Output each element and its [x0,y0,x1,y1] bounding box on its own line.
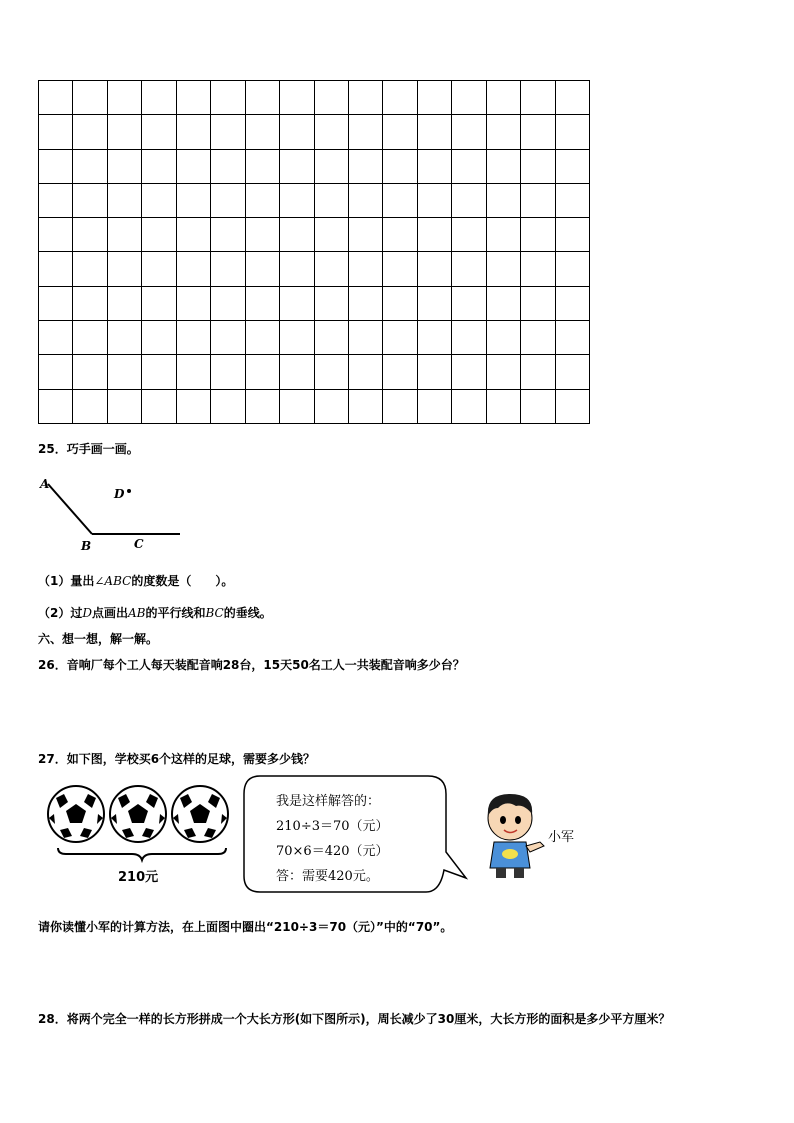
grid-cell [383,218,417,252]
ray-ba [48,484,92,534]
grid-cell [211,81,245,115]
grid-cell [280,184,314,218]
grid-cell [487,184,521,218]
q25-part2-a: （2）过 [38,606,83,620]
grid-cell [521,287,555,321]
grid-cell [315,218,349,252]
q25-part1-suffix: 的度数是（ ）。 [131,574,234,588]
grid-cell [349,355,383,389]
grid-cell [211,115,245,149]
grid-cell [349,390,383,424]
grid-cell [108,184,142,218]
grid-cell [246,184,280,218]
grid-cell [39,287,73,321]
kid-name-label: 小军 [548,830,575,845]
grid-cell [452,287,486,321]
grid-cell [39,115,73,149]
soccer-balls-figure [46,784,236,864]
label-c: C [134,537,144,551]
grid-cell [349,184,383,218]
grid-cell [418,150,452,184]
grid-cell [418,321,452,355]
grid-cell [39,81,73,115]
grid-cell [280,150,314,184]
grid-cell [315,287,349,321]
grid-cell [418,355,452,389]
grid-cell [73,321,107,355]
label-a: A [40,477,50,491]
grid-cell [556,115,590,149]
grid-cell [211,355,245,389]
boy-character-icon [476,790,548,882]
angle-abc-figure [38,474,198,554]
grid-cell [315,81,349,115]
grid-cell [73,150,107,184]
q25-part2-g: 的垂线。 [223,606,272,620]
grid-cell [383,390,417,424]
grid-cell [177,81,211,115]
grid-cell [108,81,142,115]
q25-part1 [38,572,233,589]
q25-part2-e: 的平行线和 [145,606,206,620]
grid-cell [556,81,590,115]
grid-cell [452,115,486,149]
grid-cell [556,390,590,424]
grid-cell [211,252,245,286]
grid-cell [349,218,383,252]
grid-cell [452,390,486,424]
grid-cell [418,81,452,115]
price-label: 210元 [118,870,159,885]
q26-text: 26．音响厂每个工人每天装配音响28台，15天50名工人一共装配音响多少台？ [38,658,465,672]
grid-cell [39,252,73,286]
grid-cell [73,355,107,389]
brace-icon [58,848,226,860]
grid-cell [108,150,142,184]
q25-part1-prefix: （1）量出 [38,574,95,588]
grid-cell [418,287,452,321]
grid-cell [383,252,417,286]
q25-title: 25．巧手画一画。 [38,442,139,456]
soccer-ball-icon [110,786,166,842]
grid-cell [556,218,590,252]
grid-cell [418,390,452,424]
grid-cell [383,184,417,218]
section-6-heading: 六、想一想，解一解。 [38,632,159,646]
grid-cell [108,321,142,355]
grid-cell [280,321,314,355]
grid-cell [521,150,555,184]
grid-cell [521,218,555,252]
grid-cell [383,150,417,184]
grid-cell [315,355,349,389]
grid-cell [108,218,142,252]
grid-cell [349,287,383,321]
grid-cell [487,321,521,355]
grid-cell [315,390,349,424]
grid-cell [177,218,211,252]
grid-cell [556,321,590,355]
grid-cell [108,252,142,286]
grid-cell [142,355,176,389]
grid-cell [246,115,280,149]
grid-cell [246,150,280,184]
grid-cell [452,321,486,355]
bubble-line-1: 我是这样解答的： [276,794,381,809]
grid-cell [108,390,142,424]
grid-cell [280,81,314,115]
grid-cell [556,355,590,389]
grid-cell [73,287,107,321]
label-b: B [81,539,92,553]
grid-cell [142,150,176,184]
grid-cell [211,184,245,218]
grid-cell [246,390,280,424]
grid-cell [315,252,349,286]
q25-part2-bc: BC [205,606,224,620]
grid-cell [142,390,176,424]
grid-cell [315,321,349,355]
grid-cell [418,218,452,252]
bubble-line-3: 70×6＝420（元） [276,844,389,859]
q25-part2-c: 点画出 [91,606,128,620]
grid-cell [211,150,245,184]
q27-instruction: 请你读懂小军的计算方法，在上面图中圈出“210÷3＝70（元）”中的“70”。 [38,920,453,934]
grid-cell [280,115,314,149]
bubble-line-4: 答：需要420元。 [276,869,379,884]
grid-cell [452,218,486,252]
grid-cell [487,218,521,252]
grid-cell [246,252,280,286]
grid-cell [211,321,245,355]
grid-cell [73,252,107,286]
q25-part2-ab: AB [128,606,146,620]
grid-cell [246,321,280,355]
grid-cell [108,355,142,389]
grid-cell [280,218,314,252]
grid-cell [349,115,383,149]
grid-cell [73,81,107,115]
grid-cell [452,355,486,389]
label-d: D [114,487,125,501]
grid-cell [556,150,590,184]
grid-cell [177,252,211,286]
grid-cell [142,81,176,115]
grid-cell [452,81,486,115]
grid-cell [142,252,176,286]
grid-cell [142,184,176,218]
grid-cell [521,252,555,286]
grid-cell [246,81,280,115]
q25-angle-symbol: ∠ABC [94,574,132,588]
grid-cell [452,184,486,218]
grid-cell [521,390,555,424]
q25-part2-d: D [82,606,92,620]
grid-cell [39,184,73,218]
grid-cell [211,287,245,321]
grid-cell [487,390,521,424]
grid-cell [315,150,349,184]
grid-cell [177,390,211,424]
grid-cell [418,115,452,149]
grid-cell [383,321,417,355]
grid-cell [142,287,176,321]
grid-cell [487,355,521,389]
grid-cell [211,218,245,252]
grid-cell [521,184,555,218]
grid-cell [246,218,280,252]
answer-grid [38,80,590,424]
grid-cell [39,321,73,355]
grid-cell [315,115,349,149]
grid-cell [211,390,245,424]
grid-cell [246,287,280,321]
grid-cell [315,184,349,218]
grid-cell [39,355,73,389]
grid-cell [487,81,521,115]
grid-cell [349,150,383,184]
grid-cell [142,218,176,252]
grid-cell [39,150,73,184]
grid-cell [418,252,452,286]
grid-cell [73,390,107,424]
grid-cell [177,150,211,184]
grid-cell [280,287,314,321]
grid-cell [556,252,590,286]
grid-cell [521,355,555,389]
grid-cell [452,252,486,286]
grid-cell [108,115,142,149]
grid-cell [246,355,280,389]
q28-text: 28．将两个完全一样的长方形拼成一个大长方形(如下图所示)，周长减少了30厘米，大长方形的面积是多少平方厘米？ [38,1012,671,1026]
grid-cell [280,355,314,389]
grid-cell [39,390,73,424]
grid-cell [142,321,176,355]
grid-cell [556,184,590,218]
grid-cell [280,252,314,286]
grid-cell [452,150,486,184]
grid-cell [108,287,142,321]
grid-cell [177,287,211,321]
grid-cell [487,150,521,184]
q27-title: 27．如下图，学校买6个这样的足球，需要多少钱？ [38,752,316,766]
grid-cell [383,355,417,389]
grid-cell [177,321,211,355]
grid-cell [142,115,176,149]
grid-cell [521,81,555,115]
grid-cell [556,287,590,321]
grid-cell [349,321,383,355]
grid-cell [383,115,417,149]
soccer-ball-icon [172,786,228,842]
grid-cell [521,321,555,355]
grid-cell [487,252,521,286]
bubble-line-2: 210÷3＝70（元） [276,819,389,834]
point-d [127,489,131,493]
q25-part2 [38,604,272,621]
grid-cell [418,184,452,218]
grid-cell [487,115,521,149]
grid-cell [73,218,107,252]
grid-cell [349,252,383,286]
grid-cell [487,287,521,321]
grid-cell [177,184,211,218]
grid-cell [349,81,383,115]
grid-cell [73,115,107,149]
grid-cell [383,81,417,115]
grid-cell [383,287,417,321]
grid-cell [39,218,73,252]
grid-cell [73,184,107,218]
grid-cell [521,115,555,149]
grid-cell [177,115,211,149]
grid-cell [177,355,211,389]
grid-cell [280,390,314,424]
soccer-ball-icon [48,786,104,842]
